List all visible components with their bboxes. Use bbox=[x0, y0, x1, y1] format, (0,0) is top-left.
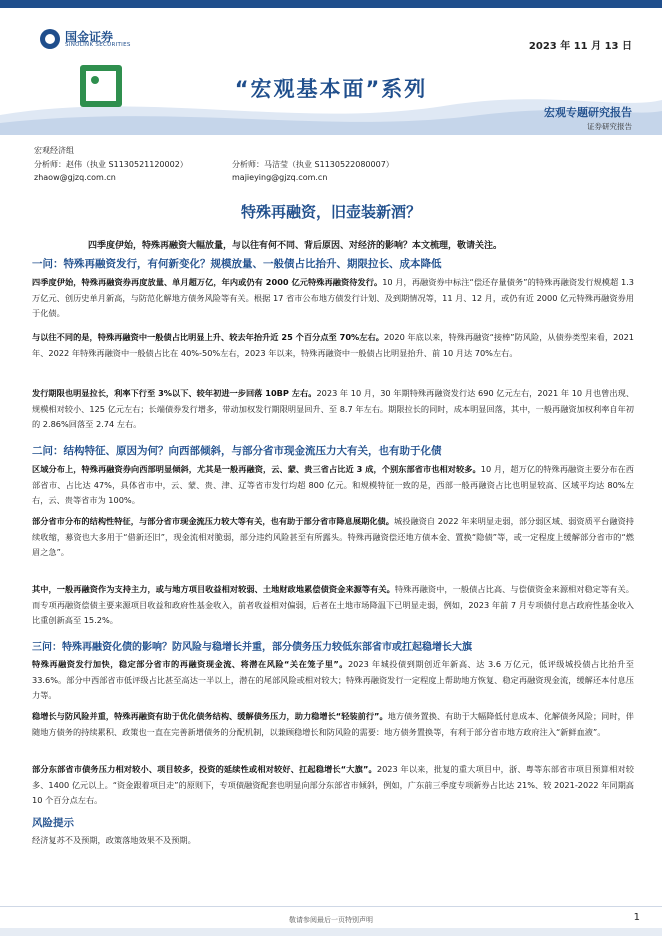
paragraph-5-body: 城投融资自 2022 年来明显走弱，部分弱区域、弱资质平台融资持续收缩，募资也大多用于“借新还旧”，现金流相对脆弱，部分违约风险甚至有所露头。特殊再融资偿还地方债本金、置换“隐债”等，或一定程度上缓解部分省市的“燃眉之急”。 bbox=[32, 516, 634, 558]
report-type: 宏观专题研究报告 bbox=[544, 106, 632, 119]
paragraph-1-body: 10 月，再融资券中标注“偿还存量债务”的特殊再融资发行规模超 1.3 万亿元、创历史单月新高，与防范化解地方债务风险等有关。根据 17 省市公布地方债发行计划、及到期情况等，11 月、12 月，或仍有近 2000 亿元特殊再融资券用于化债。 bbox=[32, 277, 634, 319]
paragraph-9-body: 2023 年以来，批复的重大项目中，浙、粤等东部省市项目预算相对较多、1400 亿元以上。“资金跟着项目走”的原则下，专项债融资配套也明显向部分东部省市倾斜，例如，广东前三季度专项新券占比达 21%、较 2021-2022 年同期高 10 个百分点左右。 bbox=[32, 764, 634, 806]
paragraph-7 bbox=[32, 657, 634, 704]
paragraph-9-lead: 部分东部省市债务压力相对较小、项目较多，投资的延续性或相对较好、扛起稳增长“大旗”。 bbox=[32, 764, 377, 774]
logo-en: SINOLINK SECURITIES bbox=[65, 42, 131, 48]
paragraph-8 bbox=[32, 709, 634, 740]
footer-divider bbox=[0, 906, 662, 907]
paragraph-8-body: 地方债务置换、有助于大幅降低付息成本、化解债务风险；同时，伴随地方债务的持续累积、政策也一直在完善新增债务的分配机制，以兼顾稳增长和防风险的需要：地方债务置换等，有利于部分省市地方政府注入“新鲜血液”。 bbox=[32, 711, 634, 737]
report-date: 2023 年 11 月 13 日 bbox=[528, 41, 632, 52]
paragraph-2-body: 2020 年底以来，特殊再融资“接棒”防风险，从债券类型来看，2021 年、2022 年特殊再融资中一般债占比在 40%-50%左右，2023 年以来，特殊再融资中一般债占比明显抬升、前 10 月达 70%左右。 bbox=[32, 332, 635, 358]
report-title: 特殊再融资，旧壶装新酒？ bbox=[240, 203, 421, 221]
paragraph-3-body: 2023 年 10 月，30 年期特殊再融资发行达 690 亿元左右，2021 年 10 月也曾出现、规模相对较小、125 亿元左右；长端债券发行增多，带动加权发行期限明显回升、至 8.7 年左右。期限拉长的同时，成本明显回落，其中，一般再融资加权利率自年初的 2.86%回落至 2.74 左右。 bbox=[32, 388, 635, 430]
logo-cn: 国金证券 bbox=[65, 30, 114, 44]
paragraph-9 bbox=[32, 762, 634, 809]
paragraph-1 bbox=[32, 275, 634, 322]
paragraph-4 bbox=[32, 462, 634, 509]
paragraph-7-body: 2023 年城投债到期创近年新高、达 3.6 万亿元，低评级城投债占比抬升至 33.6%。部分中西部省市低评级占比甚至高达一半以上，潜在的尾部风险或相对较大；特殊再融资发行一定程度上帮助地方恢复、稳定再融资现金流，缓解还本付息压力等。 bbox=[32, 659, 634, 701]
section-1-heading: 一问：特殊再融资发行，有何新变化？规模放量、一般债占比抬升、期限拉长、成本降低 bbox=[32, 258, 442, 270]
paragraph-4-body: 10 月，超万亿的特殊再融资主要分布在西部省市、占比达 47%，具体省市中，云、蒙、贵、津、辽等省市发行均超 800 亿元。和规模特征一致的是，西部一般再融资占比也明显较高、区域平均达 80%左右，云、贵等省市为 100%。 bbox=[32, 464, 634, 506]
section-2-heading: 二问：结构特征、原因为何？向西部倾斜，与部分省市现金流压力大有关，也有助于化债 bbox=[32, 445, 442, 457]
footer-disclaimer: 敬请参阅最后一页特别声明 bbox=[289, 916, 373, 924]
paragraph-3 bbox=[32, 386, 634, 433]
risk-heading: 风险提示 bbox=[32, 817, 74, 829]
paragraph-7-lead: 特殊再融资发行加快，稳定部分省市的再融资现金流、将潜在风险“关在笼子里”。 bbox=[32, 659, 348, 669]
header-banner bbox=[0, 0, 662, 135]
paragraph-5-lead: 部分省市分布的结构性特征，与部分省市现金流压力较大等有关，也有助于部分省市降息展期化债。 bbox=[32, 516, 394, 526]
paragraph-6-lead: 其中，一般再融资作为支持主力，或与地方项目收益相对较弱、土地财政地累偿债资金来源等有关。 bbox=[32, 584, 395, 594]
company-logo bbox=[40, 28, 170, 52]
paragraph-6-body: 特殊再融资中，一般债占比高、与偿债资金来源相对稳定等有关。而专项再融资偿债主要来源项目收益和政府性基金收入，前者收益相对偏弱，后者在土地市场降温下已明显走弱，例如，2023 年前 7 月专项债付息占政府性基金收入比重创新高至 15.2%。 bbox=[32, 584, 634, 626]
analyst-1-email[interactable]: zhaow@gjzq.com.cn bbox=[34, 173, 116, 182]
paragraph-3-lead: 发行期限也明显拉长，利率下行至 3%以下、较年初进一步回落 10BP 左右。 bbox=[32, 388, 317, 398]
logo-mark-icon bbox=[40, 29, 60, 49]
paragraph-2 bbox=[32, 330, 634, 361]
paragraph-5 bbox=[32, 514, 634, 561]
paragraph-6 bbox=[32, 582, 634, 629]
analyst-1: 分析师：赵伟（执业 S1130521120002） bbox=[34, 160, 188, 169]
page-number: 1 bbox=[633, 912, 640, 923]
analyst-group: 宏观经济组 bbox=[34, 146, 74, 155]
report-subtype: 证券研究报告 bbox=[587, 122, 632, 131]
paragraph-8-lead: 稳增长与防风险并重，特殊再融资有助于优化债务结构、缓解债务压力，助力稳增长“轻装前行”。 bbox=[32, 711, 388, 721]
paragraph-4-lead: 区域分布上，特殊再融资券向西部明显倾斜，尤其是一般再融资，云、蒙、贵三省占比近 3 成，个别东部省市也相对较多。 bbox=[32, 464, 481, 474]
paragraph-1-lead: 四季度伊始，特殊再融资券再度放量、单月超万亿，年内或仍有 2000 亿元特殊再融资待发行。 bbox=[32, 277, 383, 287]
bottom-stripe bbox=[0, 928, 662, 936]
paragraph-2-lead: 与以往不同的是，特殊再融资中一般债占比明显上升、较去年抬升近 25 个百分点至 70%左右。 bbox=[32, 332, 384, 342]
series-title: “宏观基本面”系列 bbox=[234, 77, 428, 101]
section-3-heading: 三问：特殊再融资化债的影响？防风险与稳增长并重，部分债务压力较低东部省市或扛起稳增长大旗 bbox=[32, 642, 472, 653]
risk-text: 经济复苏不及预期，政策落地效果不及预期。 bbox=[32, 835, 196, 845]
top-stripe bbox=[0, 0, 662, 8]
report-intro: 四季度伊始，特殊再融资大幅放量，与以往有何不同、背后原因、对经济的影响？本文梳理，敬请关注。 bbox=[88, 241, 503, 251]
analyst-2: 分析师：马洁莹（执业 S1130522080007） bbox=[232, 160, 394, 169]
analyst-2-email[interactable]: majieying@gjzq.com.cn bbox=[232, 173, 328, 182]
